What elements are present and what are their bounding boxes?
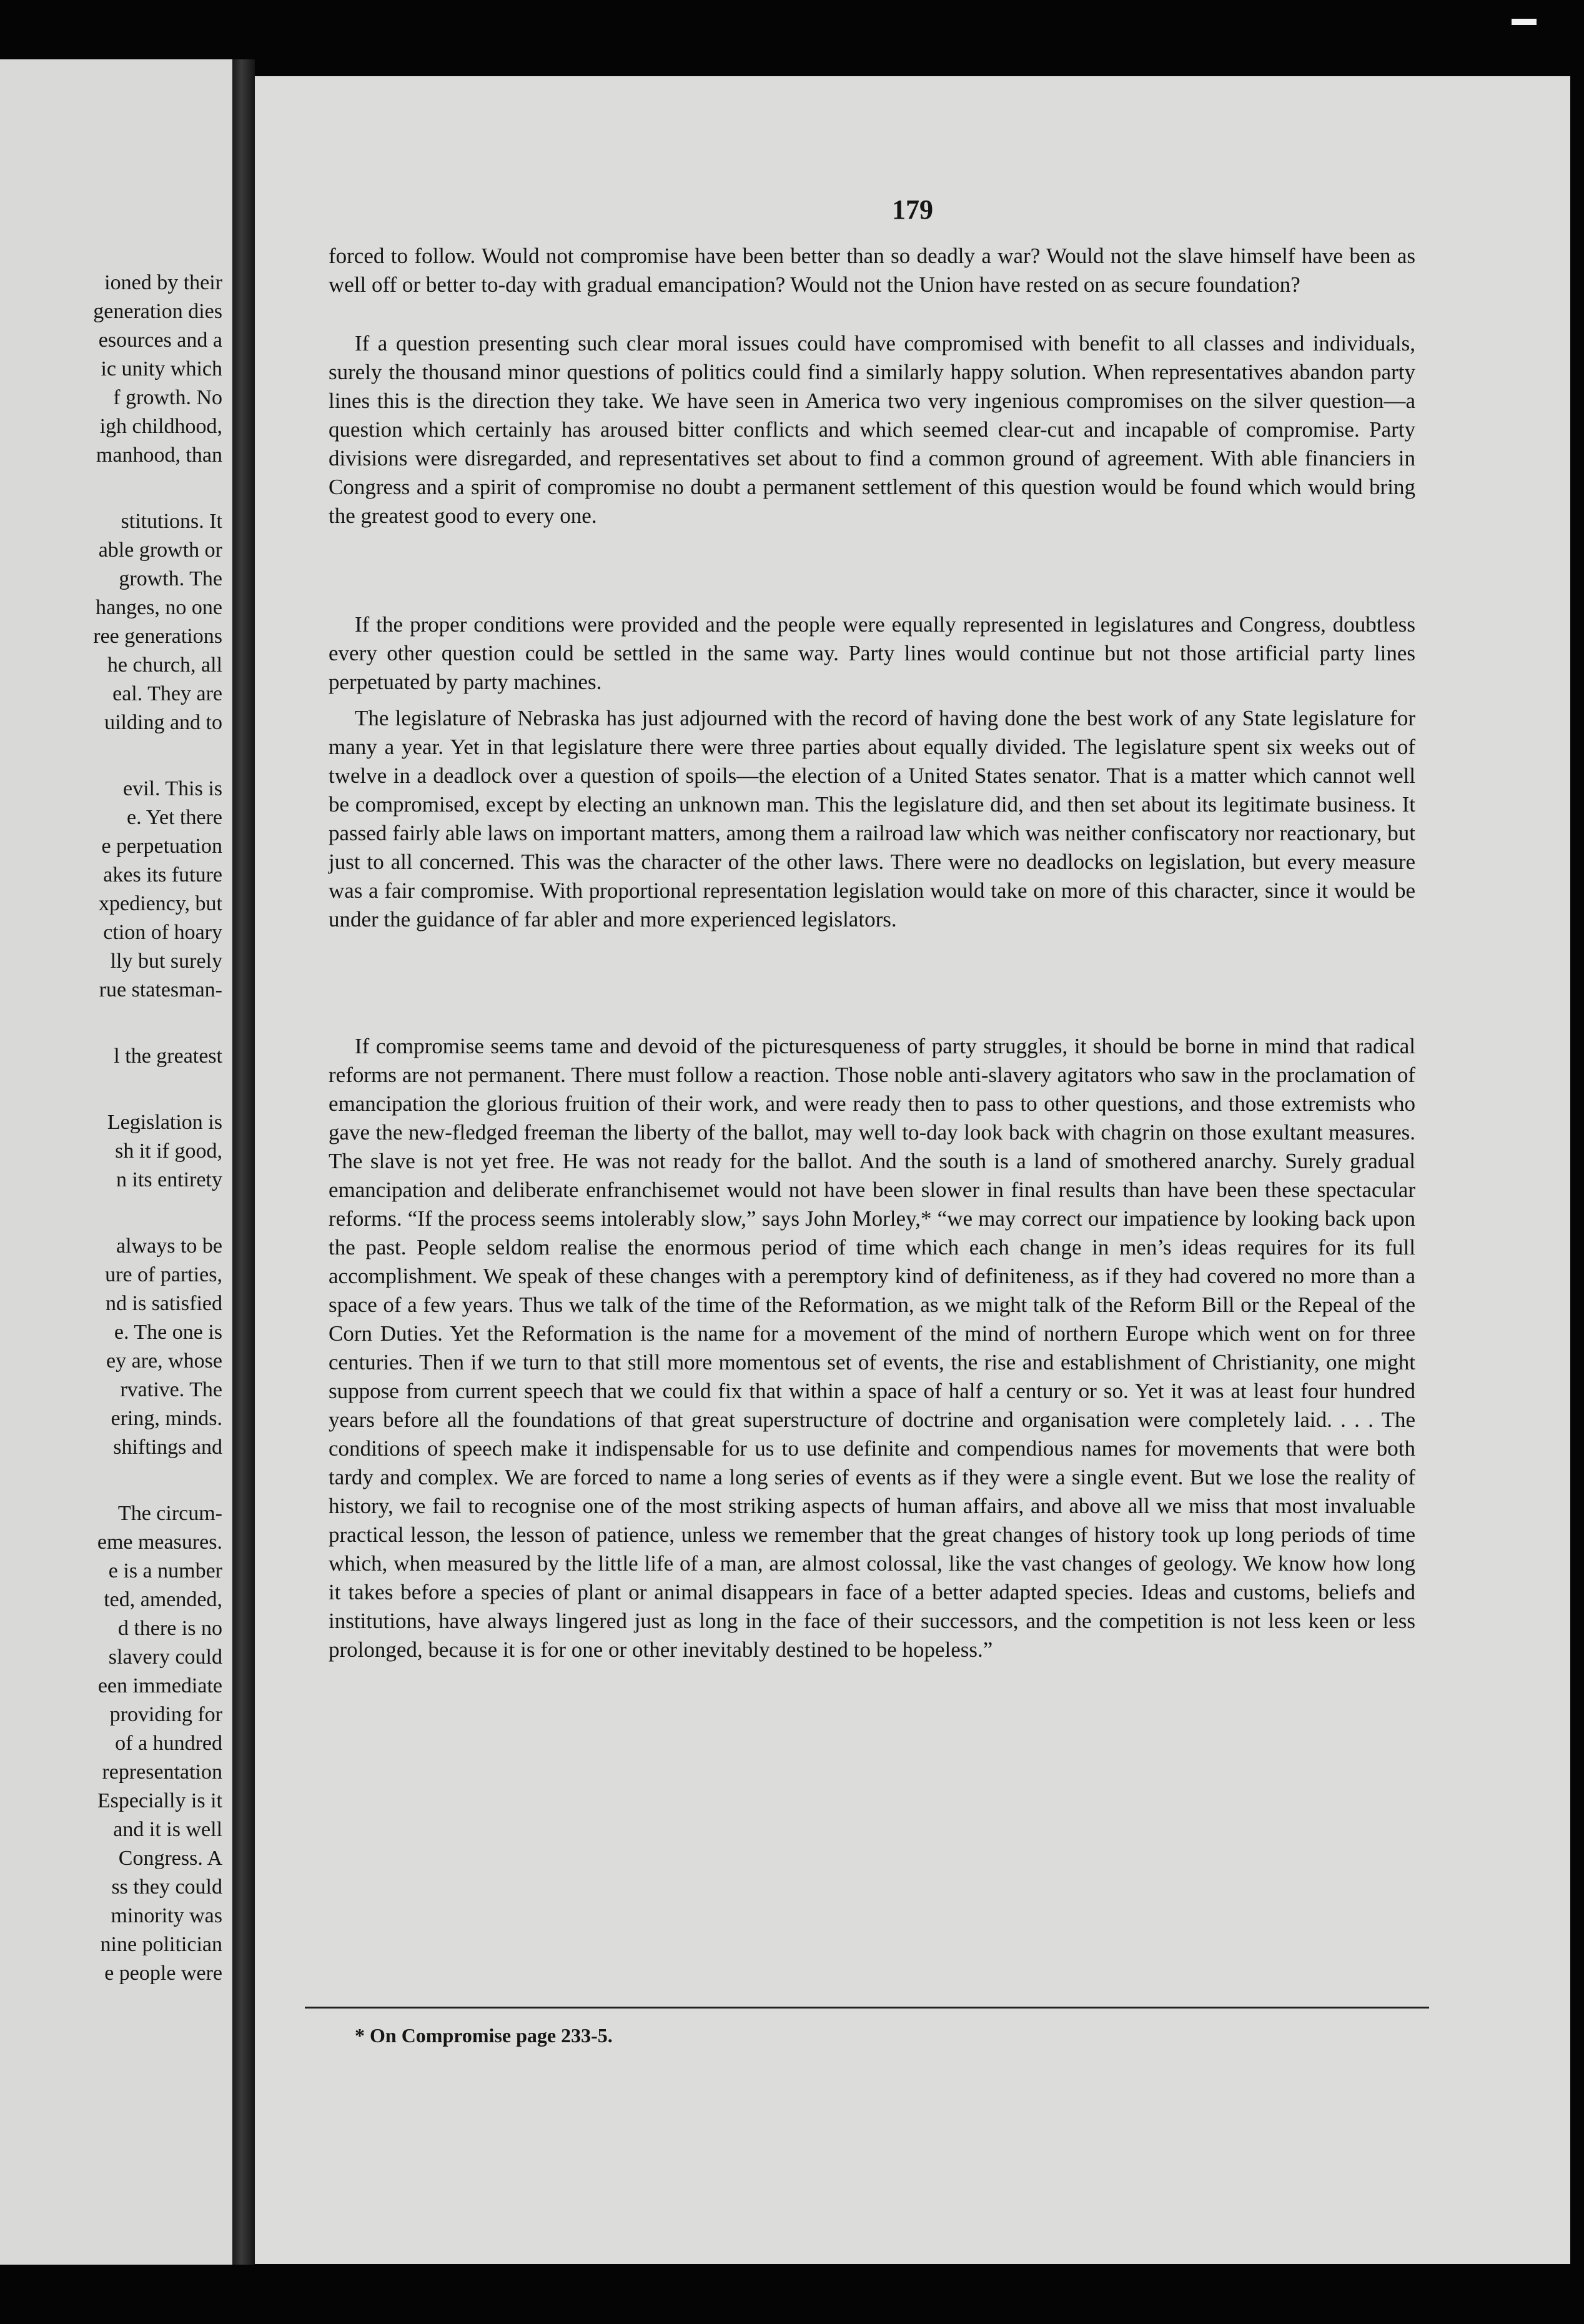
paragraph-1: forced to follow. Would not compromise have been better than so deadly a war? Would not the slave himself have been as well off or better to-day with gradual emancipation? Would not the Union have rested on as secure foundation? bbox=[329, 244, 1415, 297]
left-page-text-fragment: ction of hoary bbox=[103, 921, 222, 944]
left-page-text-fragment: een immediate bbox=[97, 1674, 222, 1697]
left-page-text-fragment: Legislation is bbox=[107, 1111, 222, 1134]
left-page-text-fragment: n its entirety bbox=[116, 1168, 222, 1191]
left-page-text-fragment: minority was bbox=[111, 1904, 222, 1927]
left-page-text-fragment: slavery could bbox=[108, 1646, 222, 1669]
left-page-text-fragment: ey are, whose bbox=[106, 1349, 222, 1373]
left-page-text-fragment: akes its future bbox=[103, 863, 222, 886]
left-page-text-fragment: uilding and to bbox=[104, 711, 222, 734]
left-page-text-fragment: able growth or bbox=[98, 539, 222, 562]
paragraph-3: If the proper conditions were provided and the people were equally represented in legislatures and Congress, doubtless every other question could be settled in the same way. Party lines would continue but not those artificial party lines perpetuated by party machines. bbox=[329, 612, 1415, 694]
left-page-text-fragment: lly but surely bbox=[110, 950, 222, 973]
left-page-text-fragment: always to be bbox=[116, 1234, 222, 1258]
left-facing-page bbox=[0, 59, 232, 2265]
left-page-text-fragment: xpediency, but bbox=[99, 892, 222, 915]
left-page-text-fragment: rvative. The bbox=[120, 1378, 222, 1401]
left-page-text-fragment: ree generations bbox=[93, 625, 222, 648]
left-page-text-fragment: e people were bbox=[104, 1962, 222, 1985]
left-page-text-fragment: of a hundred bbox=[115, 1732, 222, 1755]
left-page-text-fragment: e is a number bbox=[108, 1559, 222, 1582]
footnote: * On Compromise page 233-5. bbox=[355, 2024, 613, 2047]
left-page-text-fragment: f growth. No bbox=[113, 386, 222, 409]
left-page-text-fragment: and it is well bbox=[113, 1818, 222, 1841]
left-page-text-fragment: e perpetuation bbox=[101, 835, 222, 858]
paragraph-5: If compromise seems tame and devoid of the picturesqueness of party struggles, it should be borne in mind that radical reforms are not permanent. There must follow a reaction. Those noble anti-slavery agitators who saw in the proclamation of emancipation the glorious fruition of their work, and were ready then to pass to other questions, and those extremists who gave the new-fledged freeman the liberty of the ballot, may well to-day look back with chagrin on those exultant measures. The slave is not yet free. He was not ready for the ballot. And the south is a land of smothered anarchy. Surely gradual emancipation and deliberate enfranchisemet would not have been slower in final results than have been these spectacular reforms. “If the process seems intolerably slow,” says John Morley,* “we may correct our impatience by looking back upon the past. People seldom realise the enormous period of time which each change in men’s ideas requires for its full accomplishment. We speak of these changes with a peremptory kind of definiteness, as if they had covered no more than a space of a few years. Thus we talk of the time of the Reformation, as we might talk of the Reform Bill or the Repeal of the Corn Duties. Yet the Reformation is the name for a movement of the mind of northern Europe which went on for three centuries. Then if we turn to that still more momentous set of events, the rise and establishment of Christianity, one might suppose from current speech that we could fix that within a space of half a century or so. Yet it was at least four hundred years before all the foundations of that great superstructure of doctrine and organisation were completely laid. . . . The conditions of speech make it indispensable for us to use definite and compendious names for movements that were both tardy and complex. We are forced to name a long series of events as if they were a single event. But we lose the reality of history, we fail to recognise one of the most striking aspects of human affairs, and above all we miss that most invaluable practical lesson, the lesson of patience, unless we remember that the great changes of history took up long periods of time which, when measured by the little life of a man, are almost colossal, like the vast changes of geology. We know how long it takes before a species of plant or animal disappears in face of a better adapted species. Ideas and customs, beliefs and institutions, have always lingered just as long in the face of their successors, and the competition is not less keen or less prolonged, because it is for one or other inevitably destined to be hopeless.” bbox=[329, 1034, 1415, 1662]
left-page-text-fragment: manhood, than bbox=[96, 444, 222, 467]
left-page-text-fragment: e. The one is bbox=[114, 1321, 222, 1344]
left-page-text-fragment: l the greatest bbox=[114, 1045, 222, 1068]
paragraph-2: If a question presenting such clear moral issues could have compromised with benefit to all classes and individuals, surely the thousand minor questions of politics could find a similarly happy solution. When representatives abandon party lines this is the direction they take. We have seen in America two very ingenious compromises on the silver question—a question which certainly has aroused bitter conflicts and which seemed clear-cut and incapable of compromise. Party divisions were disregarded, and representatives set about to find a common ground of agreement. With able financiers in Congress and a spirit of compromise no doubt a permanent settlement of this question would be found which would bring the greatest good to every one. bbox=[329, 331, 1415, 528]
left-page-text-fragment: esources and a bbox=[98, 329, 222, 352]
left-page-text-fragment: ic unity which bbox=[101, 357, 222, 380]
scan-edge-mark bbox=[1512, 19, 1537, 25]
left-page-text-fragment: providing for bbox=[109, 1703, 222, 1726]
left-page-text-fragment: stitutions. It bbox=[121, 510, 222, 533]
left-page-text-fragment: The circum- bbox=[117, 1502, 222, 1525]
paragraph-4: The legislature of Nebraska has just adjourned with the record of having done the best work of any State legislature for many a year. Yet in that legislature there were three parties about equally divided. The legislature spent six weeks out of twelve in a deadlock over a question of spoils—the election of a United States senator. That is a matter which cannot well be compromised, except by electing an unknown man. This the legislature did, and then set about its legitimate business. It passed fairly able laws on important matters, among them a railroad law which was neither confiscatory nor reactionary, but just to all concerned. This was the character of the other laws. There were no deadlocks on legislation, but every measure was a fair compromise. With proportional representation legislation would take on more of this character, since it would be under the guidance of far abler and more experienced legislators. bbox=[329, 706, 1415, 931]
left-page-text-fragment: ted, amended, bbox=[104, 1588, 222, 1611]
left-page-text-fragment: representation bbox=[102, 1760, 222, 1784]
right-facing-page bbox=[255, 76, 1570, 2264]
left-page-text-fragment: shiftings and bbox=[113, 1436, 222, 1459]
left-page-text-fragment: d there is no bbox=[117, 1617, 222, 1640]
left-page-text-fragment: Especially is it bbox=[97, 1789, 222, 1812]
left-page-text-fragment: ioned by their bbox=[104, 271, 222, 294]
left-page-text-fragment: growth. The bbox=[119, 567, 222, 590]
left-page-text-fragment: ss they could bbox=[111, 1875, 222, 1899]
book-gutter bbox=[232, 59, 255, 2265]
left-page-text-fragment: eme measures. bbox=[97, 1531, 222, 1554]
left-page-text-fragment: evil. This is bbox=[123, 777, 222, 800]
left-page-text-fragment: ure of parties, bbox=[105, 1263, 222, 1286]
left-page-text-fragment: rue statesman- bbox=[99, 978, 222, 1001]
left-page-text-fragment: nd is satisfied bbox=[106, 1292, 222, 1315]
left-page-text-fragment: hanges, no one bbox=[95, 596, 222, 619]
left-page-text-fragment: Congress. A bbox=[118, 1847, 222, 1870]
left-page-text-fragment: he church, all bbox=[107, 653, 222, 677]
left-page-text-fragment: igh childhood, bbox=[99, 415, 222, 438]
left-page-text-fragment: eal. They are bbox=[112, 682, 222, 705]
footnote-rule bbox=[305, 2007, 1429, 2009]
page-number: 179 bbox=[892, 194, 933, 225]
left-page-text-fragment: generation dies bbox=[93, 300, 222, 323]
left-page-text-fragment: ering, minds. bbox=[111, 1407, 222, 1430]
left-page-text-fragment: e. Yet there bbox=[127, 806, 222, 829]
left-page-text-fragment: sh it if good, bbox=[115, 1140, 222, 1163]
left-page-text-fragment: nine politician bbox=[100, 1933, 222, 1956]
